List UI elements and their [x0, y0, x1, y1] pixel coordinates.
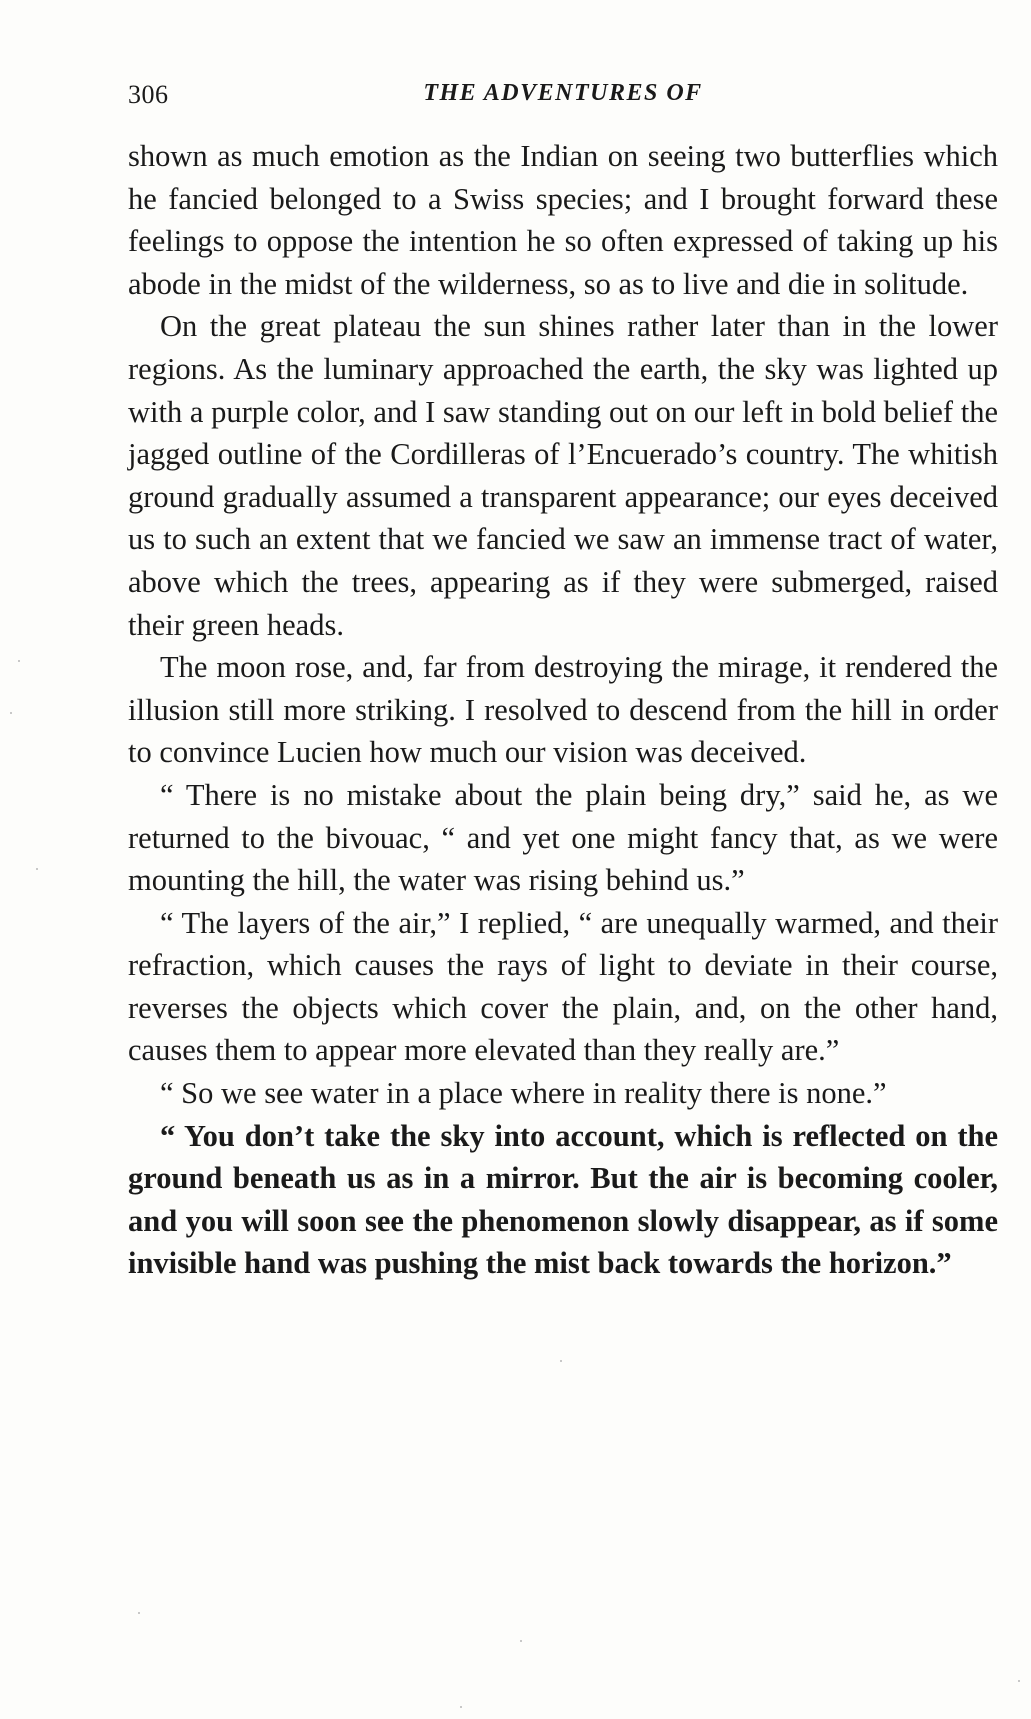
body-text — [128, 135, 998, 1285]
running-head — [128, 80, 998, 114]
paragraph-moon-mirage: The moon rose, and, far from destroying the mirage, it rendered the illusion still more striking. I resolved to descend from the hill in order to convince Lucien how much our vision was deceived. — [128, 650, 998, 770]
paragraph-air-layers: “ The layers of the air,” I replied, “ are unequally warmed, and their refraction, which causes the rays of light to deviate in their course, reverses the objects which cover the plain, and, on the other hand, causes them to appear more elevated than they really are.” — [128, 905, 998, 1068]
paragraph-plateau-sunset: On the great plateau the sun shines rather later than in the lower regions. As the luminary approached the earth, the sky was lighted up with a purple color, and I saw standing out on our left in bold belief the jagged outline of the Cordilleras of l’Encuerado’s country. The whitish ground gradually assumed a transparent appearance; our eyes deceived us to such an extent that we fancied we saw an immense tract of water, above which the trees, appearing as if they were submerged, raised their green heads. — [128, 309, 998, 642]
paragraph-continuation: shown as much emotion as the Indian on seeing two butterflies which he fancied belonged to a Swiss species; and I brought forward these feelings to oppose the intention he so often expressed of taking up his abode in the midst of the wilderness, so as to live and die in solitude. — [128, 139, 998, 301]
paragraph-lucien-remark: “ There is no mistake about the plain being dry,” said he, as we returned to the bivouac, “ and yet one might fancy that, as we were mounting the hill, the water was rising behind us.” — [128, 777, 998, 898]
page-number: 306 — [128, 80, 169, 109]
paragraph-sky-mirror: “ You don’t take the sky into account, which is reflected on the ground beneath us as in a mirror. But the air is becoming cooler, and you will soon see the phenomenon slowly disappear, as if some invisible hand was pushing the mist back towards the horizon.” — [128, 1118, 998, 1281]
paragraph-water-none: “ So we see water in a place where in reality there is none.” — [160, 1076, 887, 1111]
running-title: THE ADVENTURES OF — [423, 80, 703, 106]
